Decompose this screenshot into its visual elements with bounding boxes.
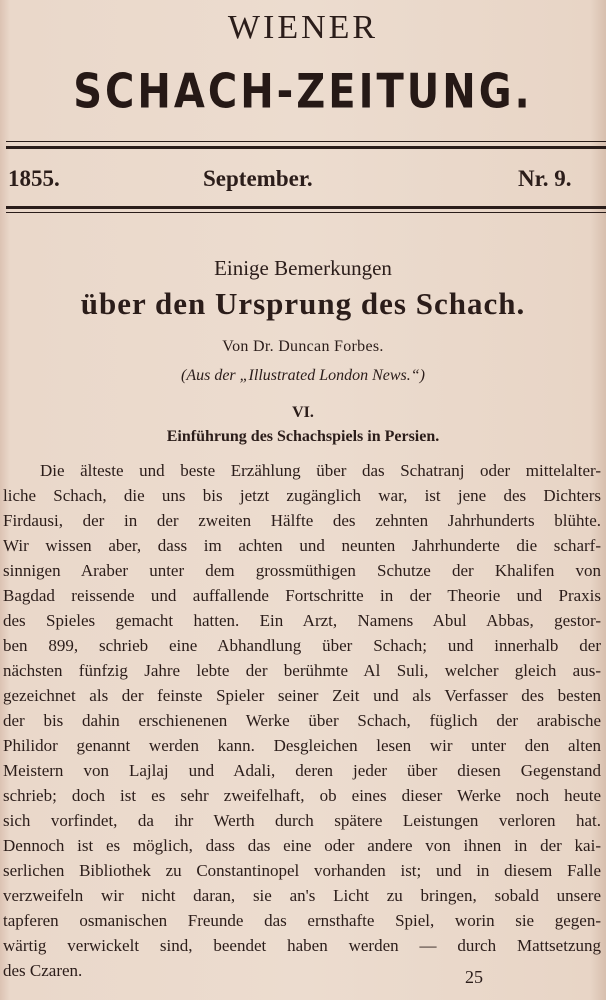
body-line: verzweifeln wir nicht daran, sie an's Licht zu bringen, sobald unsere: [3, 886, 601, 905]
body-line: ben 899, schrieb eine Abhandlung über Schach; und innerhalb der: [3, 636, 601, 655]
body-line: Dennoch ist es möglich, dass das eine oder andere von ihnen in der kai-: [3, 836, 601, 855]
body-line: Bagdad reissende und auffallende Fortschritte in der Theorie und Praxis: [3, 586, 601, 605]
body-line: Meistern von Lajlaj und Adali, deren jeder über diesen Gegenstand: [3, 761, 601, 780]
section-heading: Einführung des Schachspiels in Persien.: [166, 428, 440, 445]
body-line: wärtig verwickelt sind, beendet haben werden — durch Mattsetzung: [3, 936, 601, 955]
body-line: Firdausi, der in der zweiten Hälfte des zehnten Jahrhunderts blühte.: [3, 511, 601, 530]
article-author: Von Dr. Duncan Forbes.: [222, 338, 384, 355]
masthead-rule-thin: [6, 141, 606, 142]
body-line: Die älteste und beste Erzählung über das Schatranj oder mittelalter-: [40, 461, 601, 480]
masthead-subtitle: WIENER: [227, 9, 379, 46]
body-line: des Spieles gemacht hatten. Ein Arzt, Namens Abul Abbas, gestor-: [3, 611, 601, 630]
issue-number: Nr. 9.: [518, 166, 572, 191]
body-line: serlichen Bibliothek zu Constantinopel vorhanden ist; und in diesem Falle: [3, 861, 601, 880]
body-line: sich vorfindet, da ihr Werth durch spätere Leistungen verloren hat.: [3, 811, 601, 830]
body-line: der bis dahin erschienenen Werke über Schach, füglich der arabische: [3, 711, 601, 730]
issue-rule-thin: [6, 212, 606, 213]
article-title-line-2: über den Ursprung des Schach.: [80, 286, 526, 321]
body-line: liche Schach, die uns bis jetzt zugänglich war, ist jene des Dichters: [3, 486, 601, 505]
body-line: gezeichnet als der feinste Spieler seiner Zeit und als Verfasser des besten: [3, 686, 601, 705]
issue-rule-thick: [6, 206, 606, 209]
body-line: nächsten fünfzig Jahre lebte der berühmte Al Suli, welcher gleich aus-: [3, 661, 601, 680]
body-line: Wir wissen aber, dass im achten und neunten Jahrhunderte die scharf-: [3, 536, 601, 555]
masthead-rule-thick: [6, 146, 606, 149]
body-line: des Czaren.: [3, 961, 83, 980]
issue-line: [0, 166, 606, 202]
page-number: 25: [465, 967, 483, 987]
body-line: sinnigen Araber unter dem grossmüthigen Schutze der Khalifen von: [3, 561, 601, 580]
article-source: (Aus der „Illustrated London News.“): [180, 367, 425, 384]
body-line: schrieb; doch ist es sehr zweifelhaft, ob eines dieser Werke noch heute: [3, 786, 601, 805]
article-title-line-1: Einige Bemerkungen: [214, 256, 392, 280]
body-line: Philidor genannt werden kann. Desgleichen lesen wir unter den alten: [3, 736, 601, 755]
issue-year: 1855.: [8, 166, 60, 191]
issue-month: September.: [203, 166, 313, 191]
part-number: VI.: [292, 404, 314, 421]
masthead-title: SCHACH-ZEITUNG.: [73, 64, 533, 120]
body-line: tapferen osmanischen Freunde das ernsthafte Spiel, worin sie gegen-: [3, 911, 601, 930]
